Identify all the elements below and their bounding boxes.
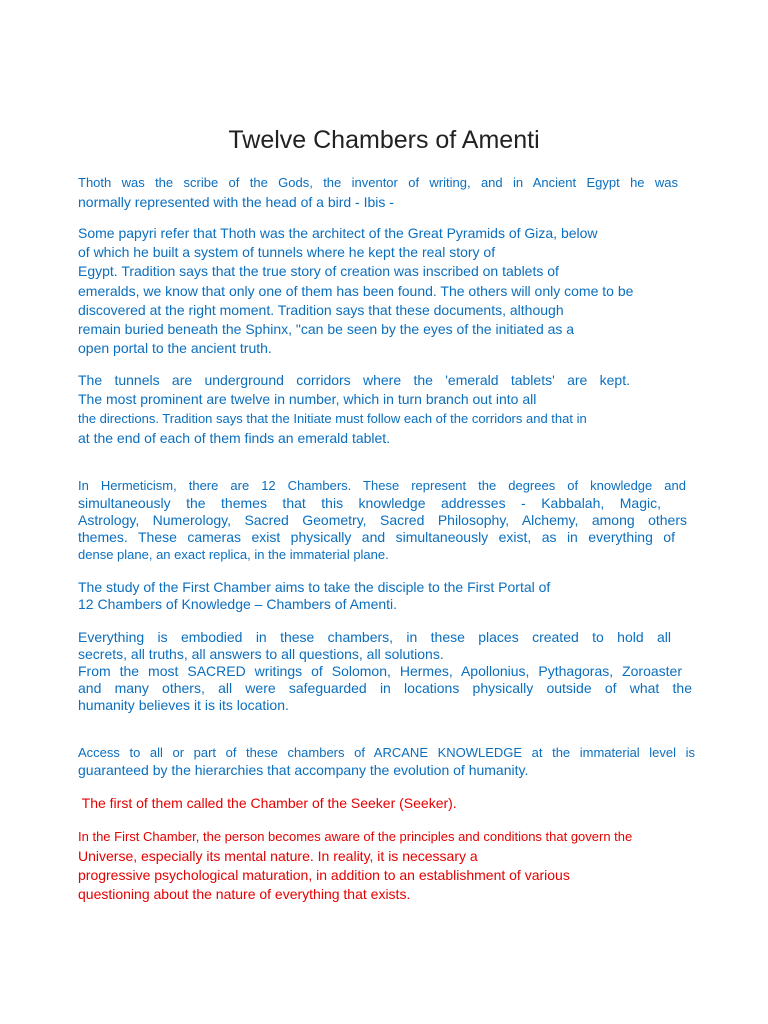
- text-line: progressive psychological maturation, in addition to an establishment of various: [78, 867, 570, 883]
- text-line: secrets, all truths, all answers to all questions, all solutions.: [78, 646, 444, 662]
- text-line: The tunnels are underground corridors where the 'emerald tablets' are kept.: [78, 372, 630, 388]
- text-line: at the end of each of them finds an emerald tablet.: [78, 430, 391, 446]
- text-line: questioning about the nature of everything that exists.: [78, 886, 411, 902]
- text-line: normally represented with the head of a bird - Ibis -: [78, 194, 394, 210]
- text-line: discovered at the right moment. Tradition says that these documents, although: [78, 302, 564, 318]
- text-line: The first of them called the Chamber of the Seeker (Seeker).: [78, 795, 457, 811]
- text-line: 12 Chambers of Knowledge – Chambers of Amenti.: [78, 596, 398, 612]
- text-line: Egypt. Tradition says that the true story of creation was inscribed on tablets of: [78, 263, 559, 279]
- text-line: remain buried beneath the Sphinx, "can be seen by the eyes of the initiated as a: [78, 321, 575, 337]
- text-line: themes. These cameras exist physically and simultaneously exist, as in everything of: [78, 529, 675, 545]
- text-line: of which he built a system of tunnels where he kept the real story of: [78, 244, 496, 260]
- text-line: In the First Chamber, the person becomes aware of the principles and conditions that govern the: [78, 829, 633, 844]
- text-line: guaranteed by the hierarchies that accompany the evolution of humanity.: [78, 762, 529, 778]
- text-line: dense plane, an exact replica, in the immaterial plane.: [78, 547, 389, 562]
- text-line: the directions. Tradition says that the Initiate must follow each of the corridors and that in: [78, 411, 587, 426]
- text-line: Astrology, Numerology, Sacred Geometry, Sacred Philosophy, Alchemy, among others: [78, 512, 687, 528]
- text-line: Some papyri refer that Thoth was the architect of the Great Pyramids of Giza, below: [78, 225, 598, 241]
- text-line: emeralds, we know that only one of them has been found. The others will only come to be: [78, 283, 634, 299]
- text-line: and many others, all were safeguarded in locations physically outside of what the: [78, 680, 692, 696]
- text-line: humanity believes it is its location.: [78, 697, 289, 713]
- text-line: The study of the First Chamber aims to take the disciple to the First Portal of: [78, 579, 551, 595]
- text-line: The most prominent are twelve in number, which in turn branch out into all: [78, 391, 537, 407]
- text-line: Thoth was the scribe of the Gods, the inventor of writing, and in Ancient Egypt he was: [78, 175, 678, 190]
- text-line: Universe, especially its mental nature. In reality, it is necessary a: [78, 848, 478, 864]
- text-line: Access to all or part of these chambers of ARCANE KNOWLEDGE at the immaterial level is: [78, 745, 695, 760]
- text-line: Everything is embodied in these chambers, in these places created to hold all: [78, 629, 671, 645]
- text-line: From the most SACRED writings of Solomon, Hermes, Apollonius, Pythagoras, Zoroaster: [78, 663, 682, 679]
- document-title: Twelve Chambers of Amenti: [228, 126, 540, 154]
- text-line: open portal to the ancient truth.: [78, 340, 272, 356]
- text-line: In Hermeticism, there are 12 Chambers. These represent the degrees of knowledge and: [78, 478, 686, 493]
- text-line: simultaneously the themes that this knowledge addresses - Kabbalah, Magic,: [78, 495, 661, 511]
